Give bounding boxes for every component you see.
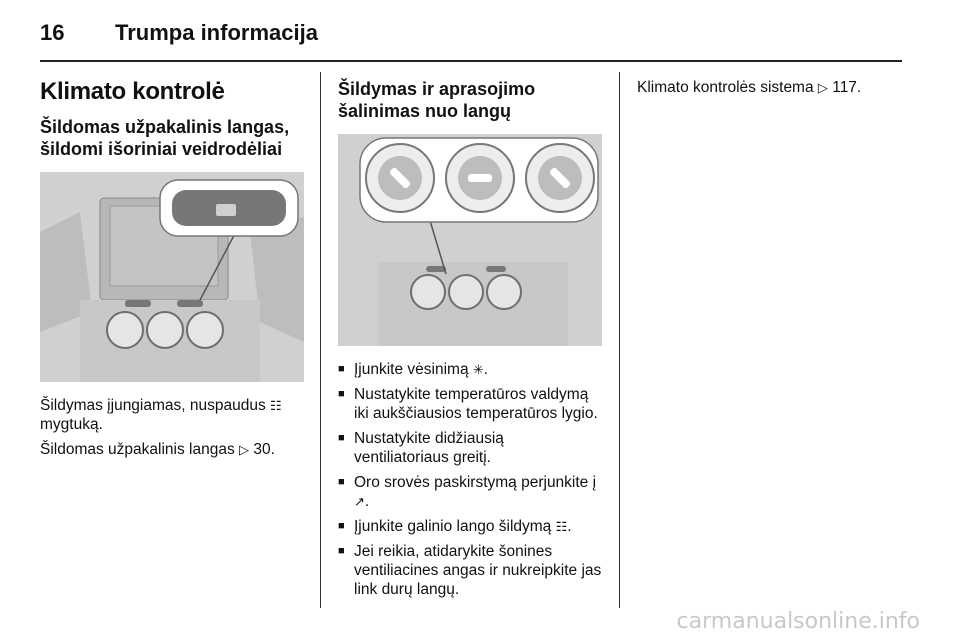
climate-control-figure	[338, 134, 602, 346]
column-2	[338, 72, 602, 605]
subsection-title-2: Šildymas ir aprasojimo šalinimas nuo langų	[338, 79, 536, 121]
page-header	[40, 14, 902, 54]
column-divider-2	[619, 72, 620, 608]
paragraph-1: Šildymas įjungiamas, nuspaudus ☷ mygtuką.	[40, 397, 282, 433]
reference-arrow-icon: ▷	[239, 442, 250, 457]
reference-arrow-icon: ▷	[817, 80, 828, 95]
list-item: ■ Įjunkite galinio lango šildymą ☷.	[338, 517, 602, 536]
step-list	[338, 360, 602, 599]
list-item: ■ Jei reikia, atidarykite šonines ventiliacines angas ir nukreipkite jas link durų langų.	[338, 542, 602, 599]
reference-paragraph: Klimato kontrolės sistema ▷ 117.	[637, 79, 862, 96]
paragraph-2: Šildomas užpakalinis langas ▷ 30.	[40, 441, 275, 458]
page-reference-link[interactable]: 117.	[832, 79, 862, 96]
header-divider	[40, 60, 902, 62]
column-1	[40, 72, 305, 465]
page-number: 16	[40, 20, 65, 45]
dashboard-defrost-figure	[40, 172, 304, 382]
list-item: ■ Oro srovės paskirstymą perjunkite į ↗.	[338, 473, 602, 511]
page-reference-link[interactable]: 30.	[253, 441, 275, 458]
list-item: ■ Nustatykite didžiausią ventiliatoriaus greitį.	[338, 429, 602, 467]
header-title: Trumpa informacija	[115, 20, 318, 45]
column-3	[637, 72, 907, 103]
windscreen-air-icon: ↗	[354, 494, 365, 509]
section-title: Klimato kontrolė	[40, 78, 225, 105]
column-divider-1	[320, 72, 321, 608]
snowflake-icon: ✳	[472, 362, 484, 377]
watermark: carmanualsonline.info	[676, 609, 920, 634]
rear-defrost-icon: ☷	[270, 398, 282, 413]
rear-defrost-icon: ☷	[555, 519, 568, 534]
list-item: ■ Įjunkite vėsinimą ✳.	[338, 360, 602, 379]
subsection-title: Šildomas užpakalinis langas, šildomi išoriniai veidrodėliai	[40, 117, 290, 159]
list-item: ■ Nustatykite temperatūros valdymą iki aukščiausios temperatūros lygio.	[338, 385, 602, 423]
